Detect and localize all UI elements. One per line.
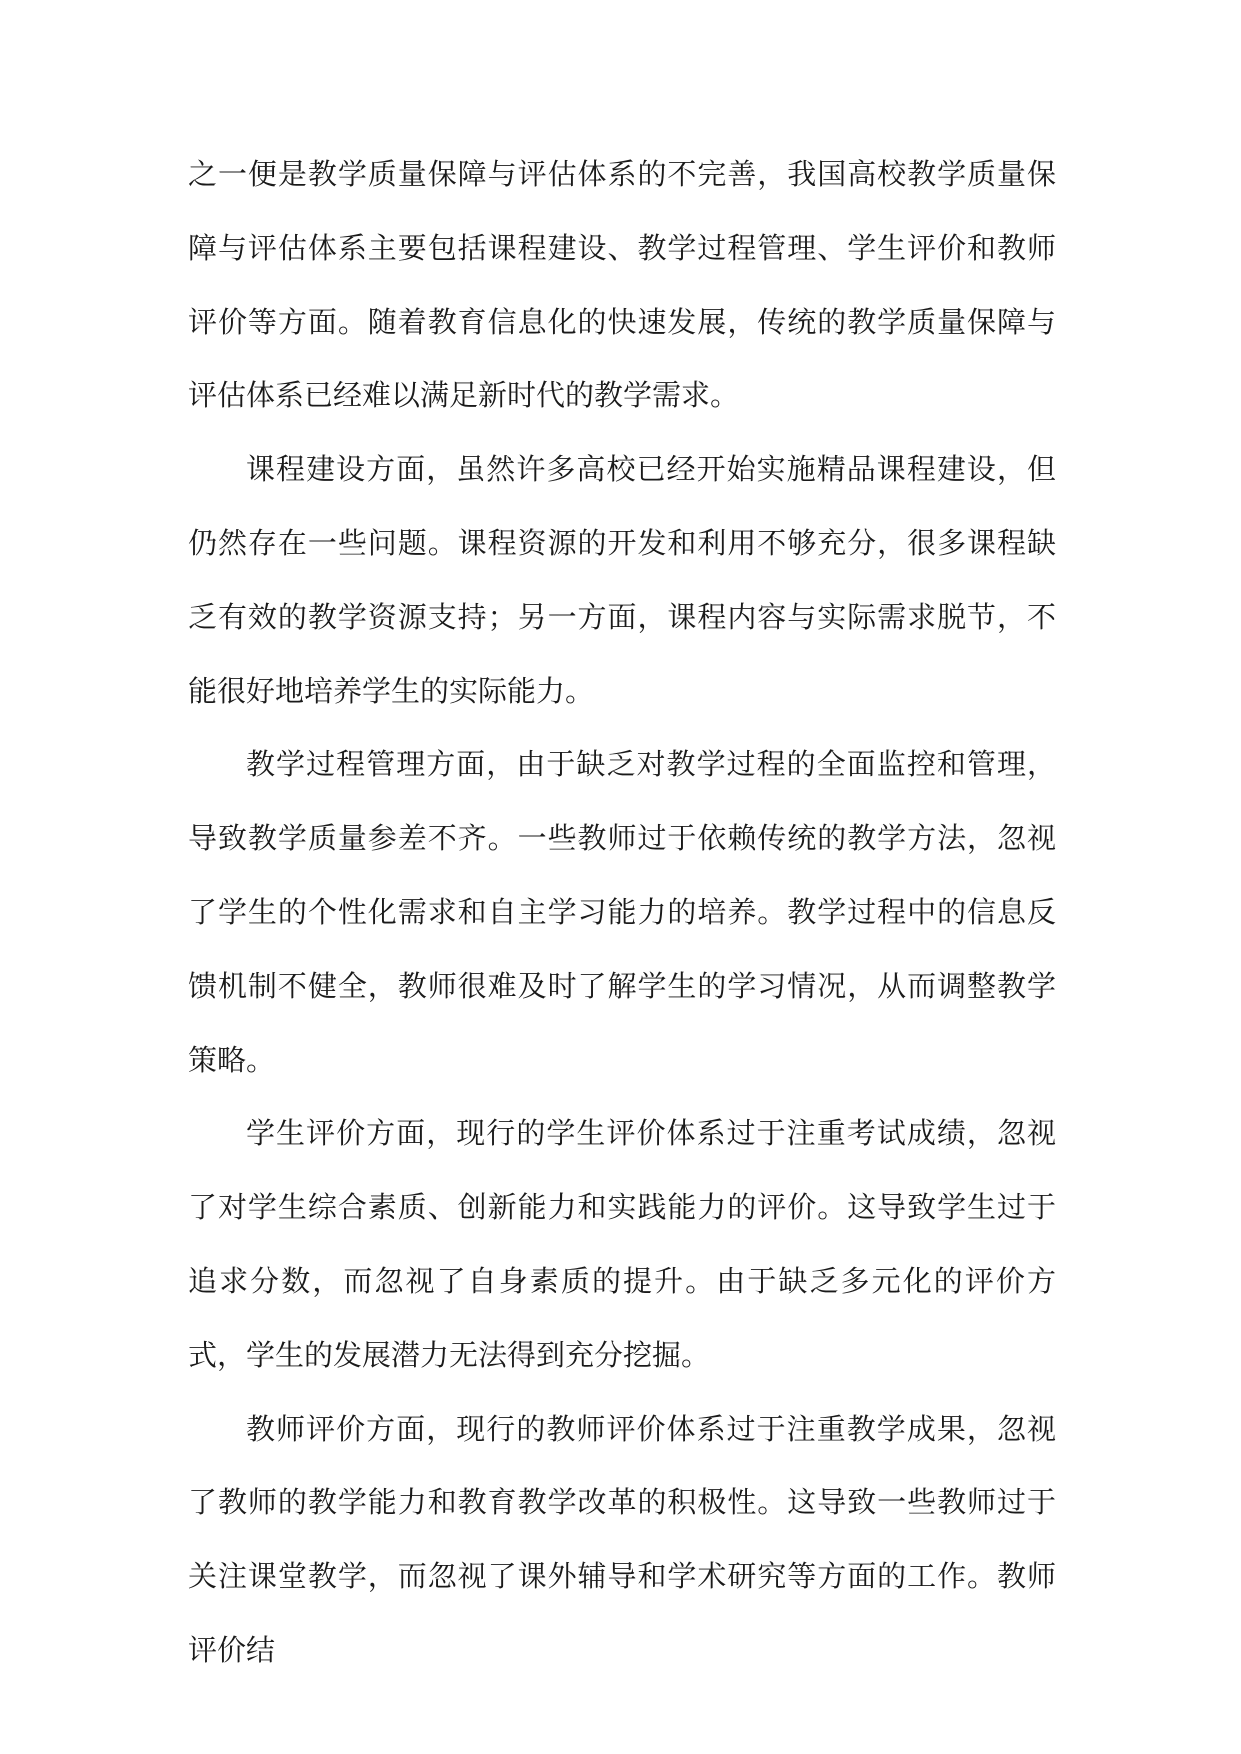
- paragraph-teacher-evaluation: 教师评价方面，现行的教师评价体系过于注重教学成果，忽视了教师的教学能力和教育教学改革的积极性。这导致一些教师过于关注课堂教学，而忽视了课外辅导和学术研究等方面的工作。教师评价结: [188, 1411, 1056, 1667]
- paragraph-teaching-process: 教学过程管理方面，由于缺乏对教学过程的全面监控和管理，导致教学质量参差不齐。一些教师过于依赖传统的教学方法，忽视了学生的个性化需求和自主学习能力的培养。教学过程中的信息反馈机制不健全，教师很难及时了解学生的学习情况，从而调整教学策略。: [188, 747, 1056, 1077]
- paragraph-course-construction: 课程建设方面，虽然许多高校已经开始实施精品课程建设，但仍然存在一些问题。课程资源的开发和利用不够充分，很多课程缺乏有效的教学资源支持；另一方面，课程内容与实际需求脱节，不能很好地培养学生的实际能力。: [188, 452, 1056, 708]
- paragraph-continuation: 之一便是教学质量保障与评估体系的不完善，我国高校教学质量保障与评估体系主要包括课程建设、教学过程管理、学生评价和教师评价等方面。随着教育信息化的快速发展，传统的教学质量保障与评估体系已经难以满足新时代的教学需求。: [188, 157, 1056, 413]
- body-text: [188, 138, 1056, 1688]
- paragraph-student-evaluation: 学生评价方面，现行的学生评价体系过于注重考试成绩，忽视了对学生综合素质、创新能力和实践能力的评价。这导致学生过于追求分数，而忽视了自身素质的提升。由于缺乏多元化的评价方式，学生的发展潜力无法得到充分挖掘。: [188, 1116, 1056, 1372]
